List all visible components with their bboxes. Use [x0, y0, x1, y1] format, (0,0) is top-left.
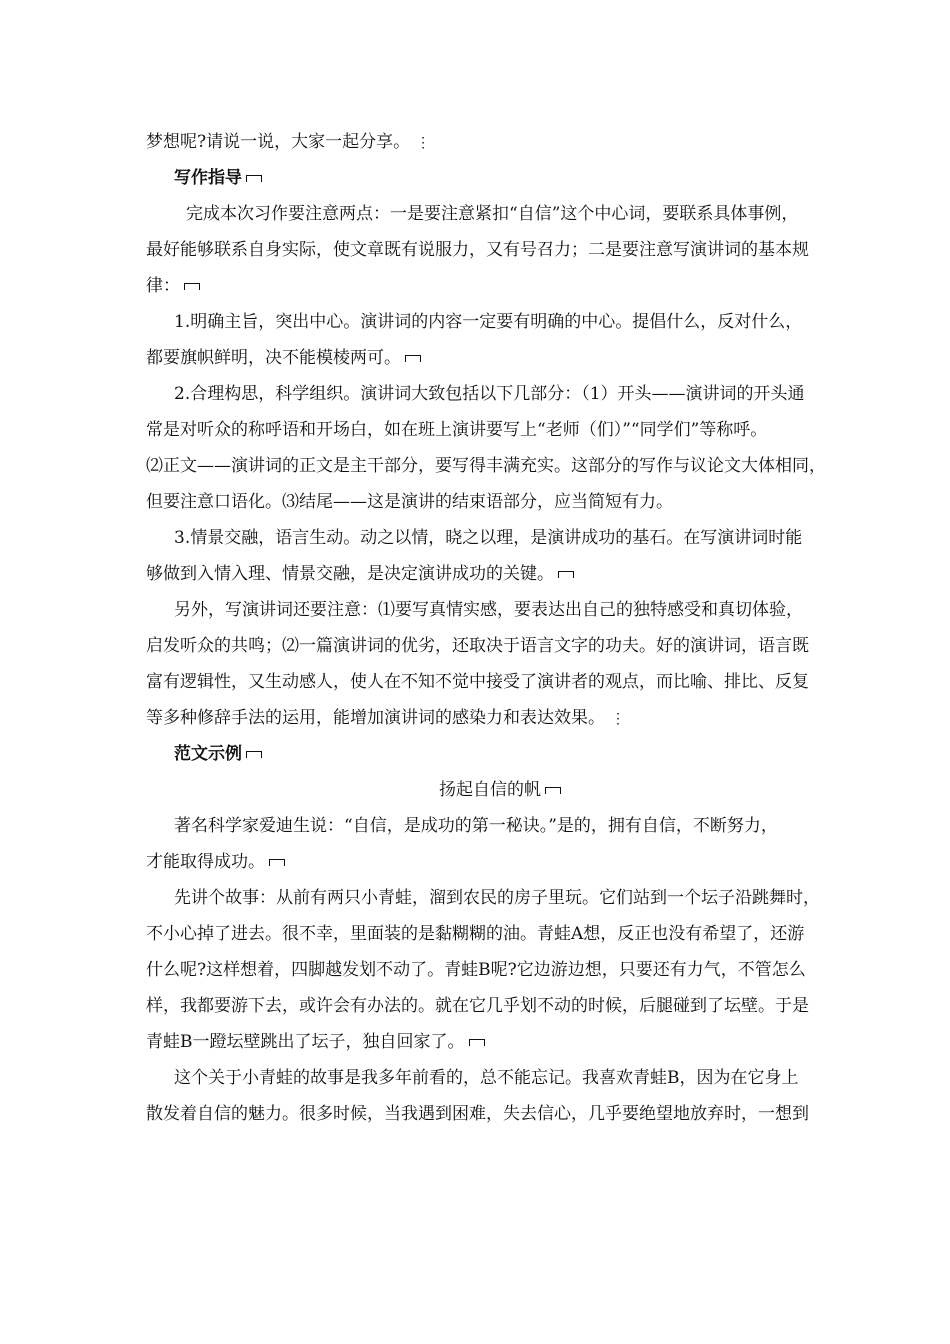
text-line: 完成本次习作要注意两点：一是要注意紧扣“自信”这个中心词，要联系具体事例， — [186, 204, 799, 224]
text-line: 最好能够联系自身实际，使文章既有说服力，又有号召力；二是要注意写演讲词的基本规 — [146, 240, 809, 260]
text-line: 样，我都要游下去，或许会有办法的。就在它几乎划不动的时候，后腿碰到了坛壁。于是 — [146, 996, 809, 1016]
text-line: 常是对听众的称呼语和开场白，如在班上演讲要写上“老师（们）”“同学们”等称呼。 — [146, 420, 768, 440]
text-line: 这个关于小青蛙的故事是我多年前看的，总不能忘记。我喜欢青蛙B，因为在它身上 — [174, 1068, 799, 1088]
ellipsis-mark-icon: ⋮ — [611, 711, 625, 727]
paragraph-mark-icon — [246, 175, 262, 182]
essay-title: 扬起自信的帆 — [146, 772, 814, 808]
text-line: 律： — [146, 268, 814, 304]
text-line: 启发听众的共鸣；⑵一篇演讲词的优劣，还取决于语言文字的功夫。好的演讲词，语言既 — [146, 636, 809, 656]
text-line: 富有逻辑性，又生动感人，使人在不知不觉中接受了演讲者的观点，而比喻、排比、反复 — [146, 672, 809, 692]
text-line: 著名科学家爱迪生说：“自信，是成功的第一秘诀。”是的，拥有自信，不断努力， — [174, 816, 778, 836]
text-line: 不小心掉了进去。很不幸，里面装的是黏糊糊的油。青蛙A想，反正也没有希望了，还游 — [146, 924, 805, 944]
paragraph-mark-icon — [269, 859, 285, 866]
paragraph-mark-icon — [246, 751, 262, 758]
text-line: 够做到入情入理、情景交融，是决定演讲成功的关键。 — [146, 556, 814, 592]
text-line: 都要旗帜鲜明，决不能模棱两可。 — [146, 340, 814, 376]
paragraph-mark-icon — [469, 1039, 485, 1046]
section-heading-sample-essay: 范文示例 — [146, 736, 814, 772]
text-line: 先讲个故事：从前有两只小青蛙，溜到农民的房子里玩。它们站到一个坛子沿跳舞时， — [174, 888, 820, 908]
text-line: 什么呢?这样想着，四脚越发划不动了。青蛙B呢?它边游边想，只要还有力气，不管怎么 — [146, 960, 806, 980]
text-line: 散发着自信的魅力。很多时候，当我遇到困难，失去信心，几乎要绝望地放弃时，一想到 — [146, 1104, 809, 1124]
section-heading-writing-guide: 写作指导 — [146, 160, 814, 196]
text-line: 2.合理构思，科学组织。演讲词大致包括以下几部分：（1）开头——演讲词的开头通 — [174, 384, 805, 404]
text-line: 青蛙B一蹬坛壁跳出了坛子，独自回家了。 — [146, 1024, 814, 1060]
paragraph-mark-icon — [545, 787, 561, 794]
text-line: 3.情景交融，语言生动。动之以情，晓之以理，是演讲成功的基石。在写演讲词时能 — [174, 528, 803, 548]
ellipsis-mark-icon: ⋮ — [416, 135, 431, 151]
text-line: 才能取得成功。 — [146, 844, 814, 880]
text-line: 另外，写演讲词还要注意：⑴要写真情实感，要表达出自己的独特感受和真切体验， — [174, 600, 803, 620]
text-line: 1.明确主旨，突出中心。演讲词的内容一定要有明确的中心。提倡什么，反对什么， — [174, 312, 803, 332]
text-line: 等多种修辞手法的运用，能增加演讲词的感染力和表达效果。 ⋮ — [146, 708, 625, 728]
document-body — [146, 124, 826, 1132]
paragraph-mark-icon — [184, 283, 200, 290]
paragraph-mark-icon — [405, 355, 421, 362]
text-line: 但要注意口语化。⑶结尾——这是演讲的结束语部分，应当简短有力。 — [146, 492, 673, 512]
text-line: ⑵正文——演讲词的正文是主干部分，要写得丰满充实。这部分的写作与议论文大体相同， — [146, 456, 826, 476]
text-line: 梦想呢?请说一说，大家一起分享。 ⋮ — [146, 132, 431, 152]
paragraph-mark-icon — [558, 571, 574, 578]
